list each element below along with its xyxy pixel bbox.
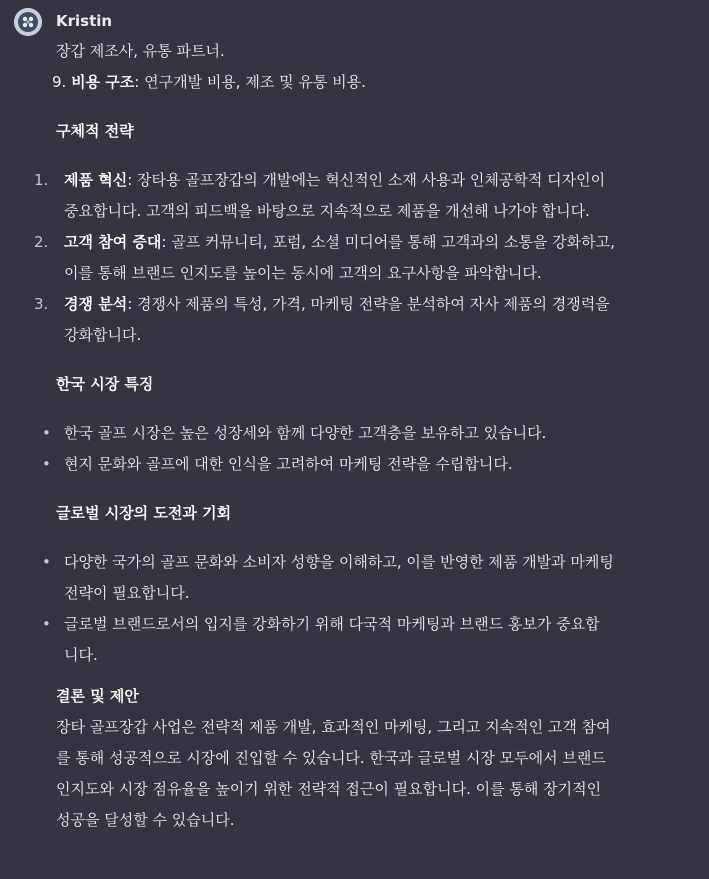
- item-title: 비용 구조: [71, 73, 135, 91]
- bullet-icon: •: [42, 424, 51, 442]
- list-number: 1.: [34, 171, 49, 189]
- list-item: [42, 418, 704, 449]
- list-item: [42, 449, 704, 480]
- list-item-text: 니다.: [64, 646, 98, 664]
- user-avatar-icon[interactable]: [14, 8, 42, 36]
- list-item-text: 중요합니다. 고객의 피드백을 바탕으로 지속적으로 제품을 개선해 나가야 합니다.: [64, 202, 590, 220]
- paragraph-line: 성공을 달성할 수 있습니다.: [56, 811, 235, 829]
- list-item-text: 이를 통해 브랜드 인지도를 높이는 동시에 고객의 요구사항을 파악합니다.: [64, 264, 542, 282]
- bullet-icon: •: [42, 553, 51, 571]
- global-list: [42, 547, 704, 671]
- list-item-text: 글로벌 브랜드로서의 입지를 강화하기 위해 다국적 마케팅과 브랜드 홍보가 중요합: [64, 615, 600, 633]
- paragraph-line: 장타 골프장갑 사업은 전략적 제품 개발, 효과적인 마케팅, 그리고 지속적인 고객 참여: [56, 718, 611, 736]
- global-heading: 글로벌 시장의 도전과 기회: [56, 504, 232, 522]
- paragraph-line: 를 통해 성공적으로 시장에 진입할 수 있습니다. 한국과 글로벌 시장 모두에서 브랜드: [56, 749, 606, 767]
- korea-heading: 한국 시장 특징: [56, 375, 154, 393]
- list-item: [34, 227, 704, 289]
- intro-line: 장갑 제조사, 유통 파트너.: [56, 42, 225, 60]
- strategy-list: [34, 165, 704, 351]
- list-item-text: : 골프 커뮤니티, 포럼, 소셜 미디어를 통해 고객과의 소통을 강화하고,: [161, 233, 615, 251]
- item-number: 9.: [52, 73, 67, 91]
- cost-structure-item: [52, 67, 704, 98]
- list-item: [34, 289, 704, 351]
- message-body: [34, 36, 704, 836]
- list-item-title: 경쟁 분석: [64, 295, 128, 313]
- item-text: : 연구개발 비용, 제조 및 유통 비용.: [134, 73, 366, 91]
- korea-list: [42, 418, 704, 480]
- list-item-text: : 경쟁사 제품의 특성, 가격, 마케팅 전략을 분석하여 자사 제품의 경쟁력을: [127, 295, 610, 313]
- list-item-text: 현지 문화와 골프에 대한 인식을 고려하여 마케팅 전략을 수립합니다.: [64, 455, 513, 473]
- list-item-text: 다양한 국가의 골프 문화와 소비자 성향을 이해하고, 이를 반영한 제품 개발과 마케팅: [64, 553, 614, 571]
- list-item-text: 강화합니다.: [64, 326, 142, 344]
- bullet-icon: •: [42, 455, 51, 473]
- list-item: [42, 547, 704, 609]
- strategy-heading: 구체적 전략: [56, 122, 134, 140]
- list-item-text: 전략이 필요합니다.: [64, 584, 190, 602]
- list-item-title: 제품 혁신: [64, 171, 128, 189]
- conclusion-paragraph: [56, 712, 704, 836]
- list-item-text: 한국 골프 시장은 높은 성장세와 함께 다양한 고객층을 보유하고 있습니다.: [64, 424, 547, 442]
- conclusion-heading: 결론 및 제안: [56, 687, 139, 705]
- list-item: [34, 165, 704, 227]
- paragraph-line: 인지도와 시장 점유율을 높이기 위한 전략적 접근이 필요합니다. 이를 통해 장기적인: [56, 780, 602, 798]
- list-number: 3.: [34, 295, 49, 313]
- list-item-text: : 장타용 골프장갑의 개발에는 혁신적인 소재 사용과 인체공학적 디자인이: [127, 171, 606, 189]
- message-author: Kristin: [56, 12, 113, 30]
- list-item: [42, 609, 704, 671]
- bullet-icon: •: [42, 615, 51, 633]
- list-number: 2.: [34, 233, 49, 251]
- list-item-title: 고객 참여 증대: [64, 233, 162, 251]
